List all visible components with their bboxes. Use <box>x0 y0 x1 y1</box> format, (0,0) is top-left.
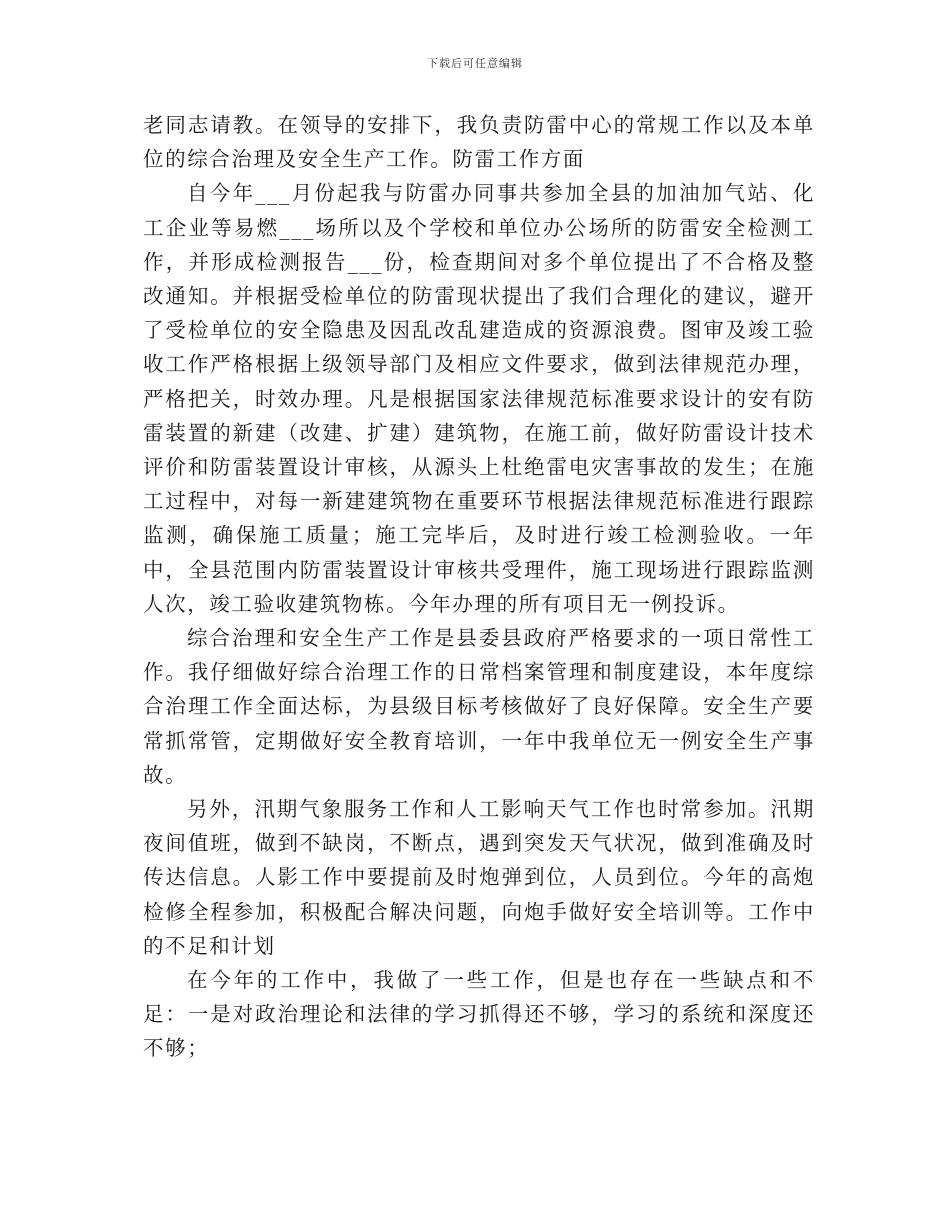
page-header: 下载后可任意编辑 <box>427 57 523 70</box>
paragraph-5: 在今年的工作中，我做了一些工作，但是也存在一些缺点和不足：一是对政治理论和法律的学习抓得还不够，学习的系统和深度还不够； <box>143 968 815 1061</box>
paragraph-2: 自今年___月份起我与防雷办同事共参加全县的加油加气站、化工企业等易燃___场所以及个学校和单位办公场所的防雷安全检测工作，并形成检测报告___份，检查期间对多个单位提出了不合格及整改通知。并根据受检单位的防雷现状提出了我们合理化的建议，避开了受检单位的安全隐患及因乱改乱建造成的资源浪费。图审及竣工验收工作严格根据上级领导部门及相应文件要求，做到法律规范办理，严格把关，时效办理。凡是根据国家法律规范标准要求设计的安有防雷装置的新建（改建、扩建）建筑物，在施工前，做好防雷设计技术评价和防雷装置设计审核，从源头上杜绝雷电灾害事故的发生；在施工过程中，对每一新建建筑物在重要环节根据法律规范标准进行跟踪监测，确保施工质量；施工完毕后，及时进行竣工检测验收。一年中，全县范围内防雷装置设计审核共受理件，施工现场进行跟踪监测人次，竣工验收建筑物栋。今年办理的所有项目无一例投诉。 <box>143 181 815 616</box>
paragraph-1: 老同志请教。在领导的安排下，我负责防雷中心的常规工作以及本单位的综合治理及安全生产工作。防雷工作方面 <box>143 113 815 172</box>
paragraph-3: 综合治理和安全生产工作是县委县政府严格要求的一项日常性工作。我仔细做好综合治理工作的日常档案管理和制度建设，本年度综合治理工作全面达标，为县级目标考核做好了良好保障。安全生产要常抓常管，定期做好安全教育培训，一年中我单位无一例安全生产事故。 <box>143 626 815 787</box>
document-body <box>143 108 815 1066</box>
paragraph-4: 另外，汛期气象服务工作和人工影响天气工作也时常参加。汛期夜间值班，做到不缺岗，不断点，遇到突发天气状况，做到准确及时传达信息。人影工作中要提前及时炮弹到位，人员到位。今年的高炮检修全程参加，积极配合解决问题，向炮手做好安全培训等。工作中的不足和计划 <box>143 797 815 958</box>
